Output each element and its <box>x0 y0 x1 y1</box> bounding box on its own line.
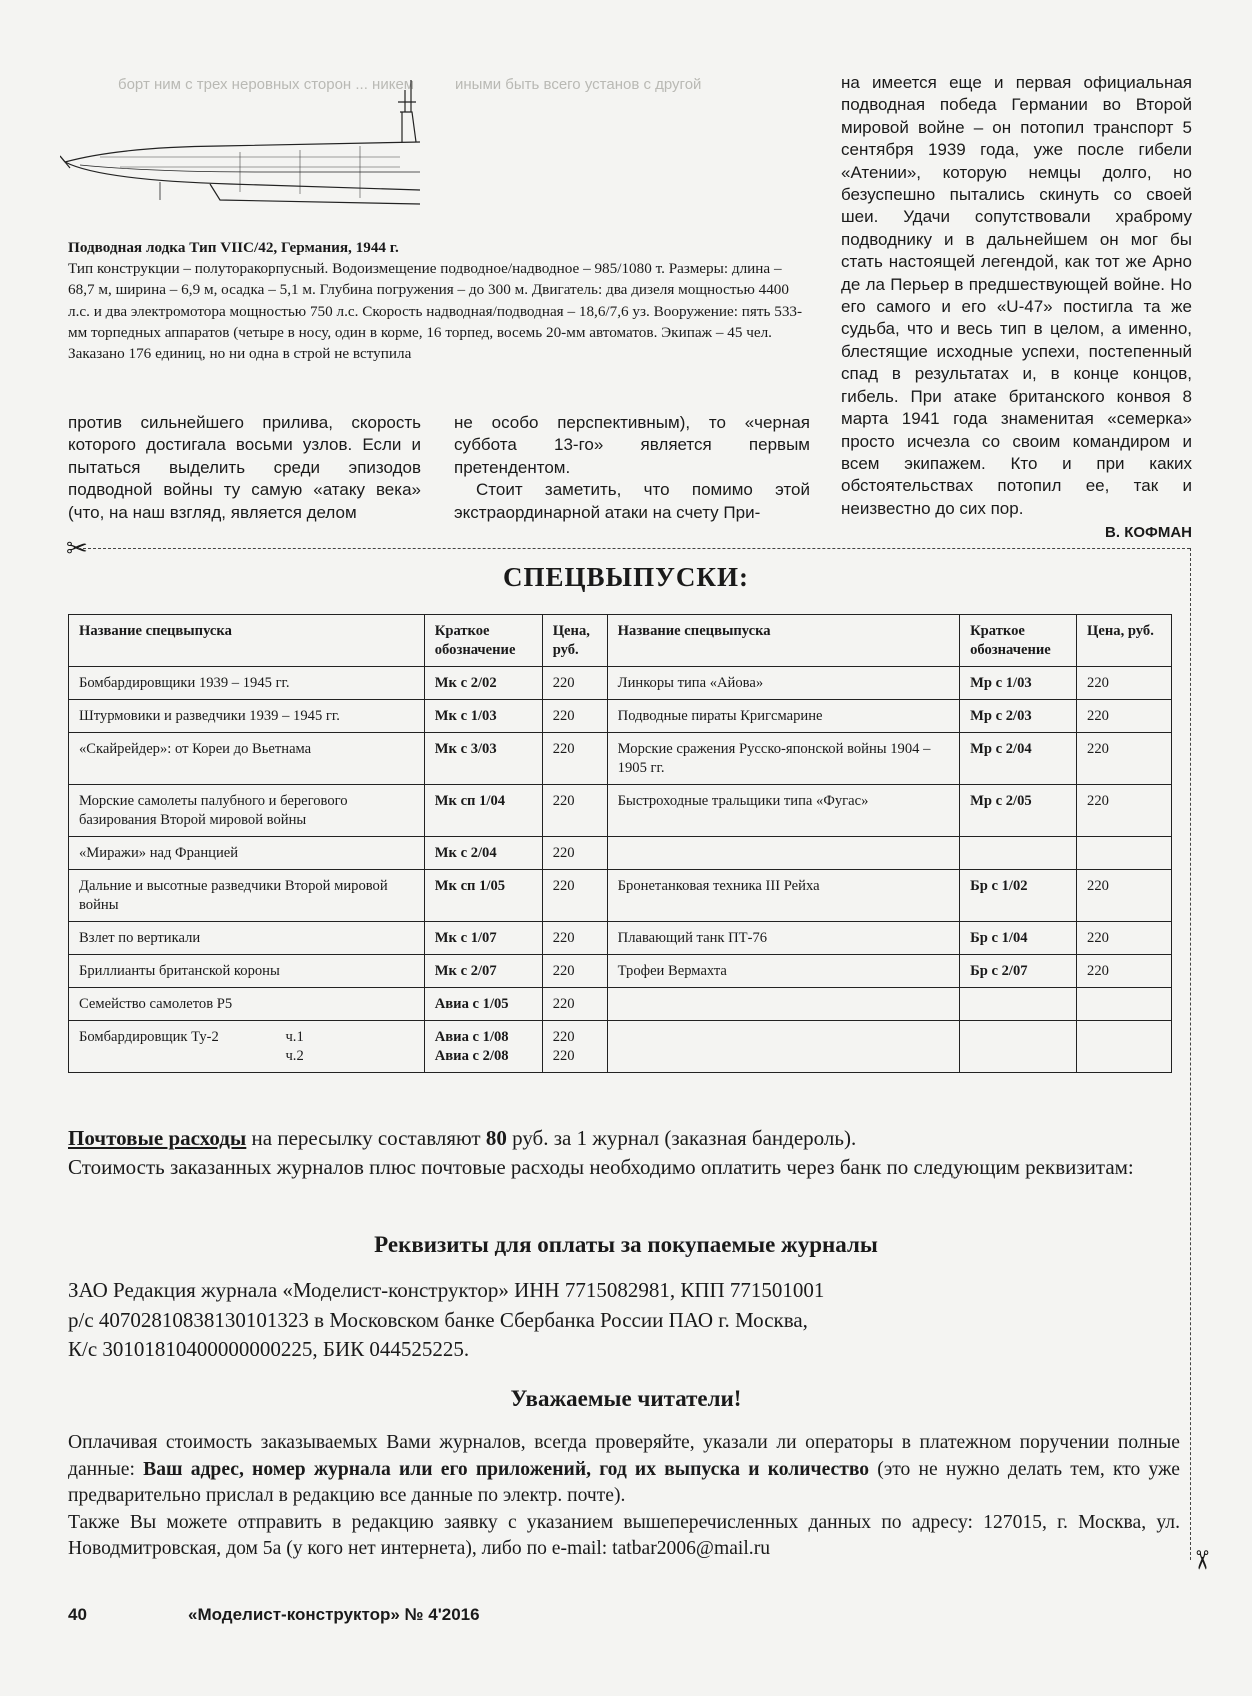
postage-text: руб. за 1 журнал (заказная бандероль). <box>506 1126 857 1150</box>
issue-code-cell: Мр с 2/04 <box>960 733 1077 785</box>
cut-line <box>78 548 1190 549</box>
table-row <box>69 922 1172 955</box>
table-row <box>69 700 1172 733</box>
issue-code-cell: Авиа с 1/05 <box>424 988 542 1021</box>
issue-title-cell <box>607 988 959 1021</box>
issue-code-cell: Мк с 1/03 <box>424 700 542 733</box>
issue-price-cell: 220 <box>1077 700 1172 733</box>
issue-price-cell: 220 <box>542 700 607 733</box>
issue-code-cell <box>424 1021 542 1073</box>
table-row <box>69 785 1172 837</box>
article-column-1 <box>68 412 421 524</box>
issue-price-cell: 220 <box>1077 870 1172 922</box>
issue-price-cell: 220 <box>542 922 607 955</box>
issue-code-cell: Мк сп 1/04 <box>424 785 542 837</box>
column-header: Название спецвыпуска <box>69 615 425 667</box>
article-text: не особо перспективным), то «черная суббота 13-го» является первым претендентом. <box>454 413 810 477</box>
column-header: Название спецвыпуска <box>607 615 959 667</box>
issue-title-cell: Трофеи Вермахта <box>607 955 959 988</box>
issue-title-cell <box>69 1021 425 1073</box>
issue-title-cell: Бронетанковая техника III Рейха <box>607 870 959 922</box>
issue-code-cell: Мк с 2/04 <box>424 837 542 870</box>
notice-text: (это не нужно делать тем, кто уже предварительно прислал в редакцию все данные по электр. почте). <box>68 1458 1181 1507</box>
issue-title: Бомбардировщик Ту-2 <box>79 1029 219 1045</box>
issue-price-cell: 220 <box>542 733 607 785</box>
issue-code-cell: Мк с 2/02 <box>424 667 542 700</box>
issue-title-cell: Плавающий танк ПТ-76 <box>607 922 959 955</box>
caption-body: Тип конструкции – полуторакорпусный. Водоизмещение подводное/надводное – 985/1080 т. Размеры: длина – 68,7 м, ширина – 6,9 м, осадка – 5,1 м. Глубина погружения – до 300 м. Двигатель: два дизеля мощностью 4400 л.с. и два электромотора мощностью 750 л.с. Скорость надводная/подводная – 18,6/7,6 уз. Вооружение: пять 533-мм торпедных аппаратов (четыре в носу, один в корме, 16 торпед, восемь 20-мм автоматов. Экипаж – 45 чел. Заказано 176 единиц, но ни одна в строй не вступила <box>68 260 803 363</box>
issue-price: 220 <box>552 1029 575 1045</box>
bleed-through-text: иными быть всего установ с другой <box>455 76 702 93</box>
article-column-2 <box>454 412 810 524</box>
issue-price-cell: 220 <box>1077 667 1172 700</box>
scissors-icon: ✂ <box>66 534 88 563</box>
requisites-line: ЗАО Редакция журнала «Моделист-конструктор» ИНН 7715082981, КПП 771501001 <box>68 1278 825 1302</box>
issue-price-cell <box>1077 988 1172 1021</box>
issue-code-cell <box>960 988 1077 1021</box>
issue-code: Авиа с 2/08 <box>434 1048 509 1064</box>
issue-title-cell: Быстроходные тральщики типа «Фугас» <box>607 785 959 837</box>
table-header-row <box>69 615 1172 667</box>
issue-price-cell: 220 <box>542 785 607 837</box>
empty-cell <box>1077 1021 1172 1073</box>
bleed-through-text: борт ним с трех неровных сторон ... никем <box>118 76 415 93</box>
issue-code-cell: Бр с 1/02 <box>960 870 1077 922</box>
postage-label: Почтовые расходы <box>68 1126 247 1150</box>
article-text: Стоит заметить, что помимо этой экстраординарной атаки на счету При- <box>454 480 810 522</box>
article-text: на имеется еще и первая официальная подводная победа Германии во Второй мировой войне – он потопил транспорт 5 сентября 1939 года, уже после гибели «Атении», которую немцы долго, но безуспешно пытались скинуть со своей шеи. Удачи сопутствовали храброму подводнику и в дальнейшем он мог бы стать настоящей легендой, как тот же Арно де ла Перьер в предшествующей войне. Но его самого и его «U-47» постигла та же судьба, что и весь тип в целом, а именно, блестящие исходные успехи, постепенный спад в результатах и, в конце концов, гибель. При атаке британского конвоя 8 марта 1941 года знаменитая «семерка» просто исчезла со своим командиром и всем экипажем. Кто и при каких обстоятельствах потопил ее, так и неизвестно до сих пор. <box>841 73 1192 518</box>
issue-title-cell: «Миражи» над Францией <box>69 837 425 870</box>
issue-code: Авиа с 1/08 <box>434 1029 509 1045</box>
article-column-3 <box>841 72 1192 545</box>
issue-title-cell: Морские сражения Русско-японской войны 1904 – 1905 гг. <box>607 733 959 785</box>
issue-part: ч.1 <box>285 1029 304 1045</box>
table-row <box>69 837 1172 870</box>
issue-code-cell: Мк с 3/03 <box>424 733 542 785</box>
special-issues-table <box>68 614 1172 1073</box>
issue-title-cell: Штурмовики и разведчики 1939 – 1945 гг. <box>69 700 425 733</box>
issue-price-cell: 220 <box>542 667 607 700</box>
issue-price-cell: 220 <box>1077 922 1172 955</box>
issue-title-cell: Семейство самолетов Р5 <box>69 988 425 1021</box>
issue-title-cell: Дальние и высотные разведчики Второй мировой войны <box>69 870 425 922</box>
notice-emphasis: Ваш адрес, номер журнала или его приложений, год их выпуска и количество <box>143 1458 870 1480</box>
article-author: В. КОФМАН <box>1105 524 1192 542</box>
postage-amount: 80 <box>485 1126 507 1150</box>
scissors-icon: ✂ <box>1186 1549 1216 1571</box>
readers-notice <box>68 1430 1180 1563</box>
requisites-block <box>68 1276 1168 1365</box>
table-row <box>69 955 1172 988</box>
issue-code-cell: Мр с 1/03 <box>960 667 1077 700</box>
caption-title: Подводная лодка Тип VIIС/42, Германия, 1944 г. <box>68 239 399 256</box>
issue-price-cell: 220 <box>542 870 607 922</box>
issue-title-cell: «Скайрейдер»: от Кореи до Вьетнама <box>69 733 425 785</box>
issue-price-cell: 220 <box>1077 733 1172 785</box>
postage-info <box>68 1124 1188 1182</box>
payment-instructions: Стоимость заказанных журналов плюс почтовые расходы необходимо оплатить через банк по следующим реквизитам: <box>68 1155 1134 1179</box>
table-row <box>69 1021 1172 1073</box>
issue-price-cell: 220 <box>542 955 607 988</box>
issue-code-cell: Мк с 1/07 <box>424 922 542 955</box>
issue-code-cell: Бр с 1/04 <box>960 922 1077 955</box>
issue-code-cell: Мр с 2/03 <box>960 700 1077 733</box>
illustration-caption <box>68 237 803 364</box>
issue-title-cell: Бомбардировщики 1939 – 1945 гг. <box>69 667 425 700</box>
issue-code-cell: Мр с 2/05 <box>960 785 1077 837</box>
column-header: Цена, руб. <box>542 615 607 667</box>
requisites-line: р/с 40702810838130101323 в Московском банке Сбербанка России ПАО г. Москва, <box>68 1307 808 1332</box>
issue-price-cell <box>542 1021 607 1073</box>
table-row <box>69 988 1172 1021</box>
column-header: Краткое обозначение <box>960 615 1077 667</box>
issue-price-cell: 220 <box>1077 955 1172 988</box>
requisites-line: К/с 30101810400000000225, БИК 044525225. <box>68 1337 470 1361</box>
issue-title-cell: Линкоры типа «Айова» <box>607 667 959 700</box>
notice-text: Оплачивая стоимость заказываемых Вами журналов, всегда проверяйте, указали ли операторы в платежном поручении полные данные: <box>68 1432 1180 1480</box>
empty-cell <box>960 1021 1077 1073</box>
issue-price-cell: 220 <box>1077 785 1172 837</box>
issue-title-cell <box>607 837 959 870</box>
notice-contact: Также Вы можете отправить в редакцию заявку с указанием вышеперечисленных данных по адресу: 127015, г. Москва, ул. Новодмитровская, дом 5а (у кого нет интернета), либо по e-mail: tatbar2006@mail.ru <box>68 1511 1180 1560</box>
issue-title-cell: Бриллианты британской короны <box>69 955 425 988</box>
issue-code-cell: Бр с 2/07 <box>960 955 1077 988</box>
issue-title-cell: Подводные пираты Кригсмарине <box>607 700 959 733</box>
special-issues-title: СПЕЦВЫПУСКИ: <box>503 562 749 592</box>
column-header: Краткое обозначение <box>424 615 542 667</box>
article-text: против сильнейшего прилива, скорость которого достигала восьми узлов. Если и пытаться выделить среди эпизодов подводной войны ту самую «атаку века» (что, на наш взгляд, является делом <box>68 413 421 522</box>
postage-text: на пересылку составляют <box>246 1126 486 1150</box>
magazine-issue: «Моделист-конструктор» № 4'2016 <box>188 1605 480 1624</box>
issue-title-cell: Морские самолеты палубного и берегового базирования Второй мировой войны <box>69 785 425 837</box>
issue-price: 220 <box>552 1048 575 1064</box>
issue-title-cell: Взлет по вертикали <box>69 922 425 955</box>
submarine-side-view-illustration <box>60 72 420 222</box>
table-row <box>69 667 1172 700</box>
page-number: 40 <box>68 1605 87 1624</box>
issue-code-cell <box>960 837 1077 870</box>
issue-price-cell: 220 <box>542 988 607 1021</box>
issue-part: ч.2 <box>285 1048 304 1064</box>
empty-cell <box>607 1021 959 1073</box>
issue-code-cell: Мк сп 1/05 <box>424 870 542 922</box>
readers-title: Уважаемые читатели! <box>510 1386 742 1411</box>
table-row <box>69 870 1172 922</box>
issue-price-cell <box>1077 837 1172 870</box>
requisites-title: Реквизиты для оплаты за покупаемые журналы <box>374 1232 878 1257</box>
issue-code-cell: Мк с 2/07 <box>424 955 542 988</box>
issue-price-cell: 220 <box>542 837 607 870</box>
column-header: Цена, руб. <box>1077 615 1172 667</box>
table-row <box>69 733 1172 785</box>
